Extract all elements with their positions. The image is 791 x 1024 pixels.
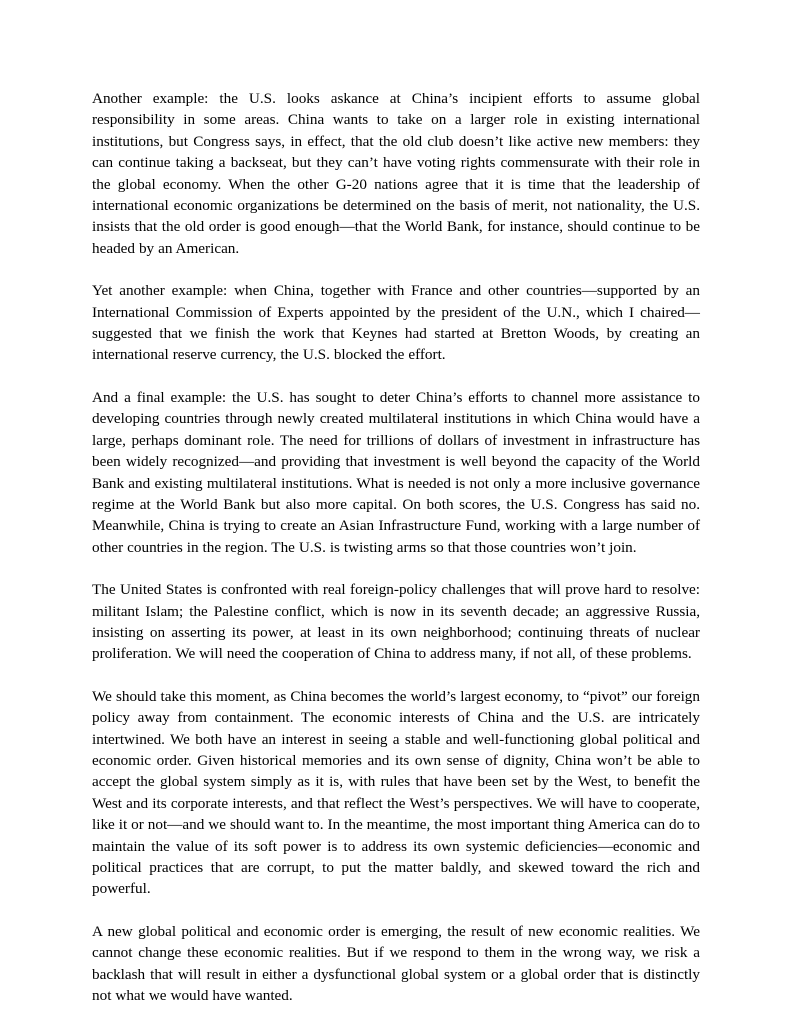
paragraph: Another example: the U.S. looks askance at China’s incipient efforts to assume global responsibility in some areas. China wants to take on a larger role in existing international institutions, but Congress says, in effect, that the old club doesn’t like active new members: they can continue taking a backseat, but they can’t have voting rights commensurate with their role in the global economy. When the other G-20 nations agree that it is time that the leadership of international economic organizations be determined on the basis of merit, not nationality, the U.S. insists that the old order is good enough—that the World Bank, for instance, should continue to be headed by an American.	[92, 90, 700, 257]
paragraph: We should take this moment, as China becomes the world’s largest economy, to “pivot” our foreign policy away from containment. The economic interests of China and the U.S. are intricately intertwined. We both have an interest in seeing a stable and well-functioning global political and economic order. Given historical memories and its own sense of dignity, China won’t be able to accept the global system simply as it is, with rules that have been set by the West, to benefit the West and its corporate interests, and that reflect the West’s perspectives. We will have to cooperate, like it or not—and we should want to. In the meantime, the most important thing America can do to maintain the value of its soft power is to address its own systemic deficiencies—economic and political practices that are corrupt, to put the matter baldly, and skewed toward the rich and powerful.	[92, 687, 700, 898]
paragraph: A new global political and economic order is emerging, the result of new economic realities. We cannot change these economic realities. But if we respond to them in the wrong way, we risk a backlash that will result in either a dysfunctional global system or a global order that is distinctly not what we would have wanted.	[92, 922, 700, 1005]
paragraph: Yet another example: when China, together with France and other countries—supported by an International Commission of Experts appointed by the president of the U.N., which I chaired—suggested that we finish the work that Keynes had started at Bretton Woods, by creating an international reserve currency, the U.S. blocked the effort.	[92, 282, 700, 364]
document-body	[92, 88, 700, 1006]
paragraph: And a final example: the U.S. has sought to deter China’s efforts to channel more assistance to developing countries through newly created multilateral institutions in which China would have a large, perhaps dominant role. The need for trillions of dollars of investment in infrastructure has been widely recognized—and providing that investment is well beyond the capacity of the World Bank and existing multilateral institutions. What is needed is not only a more inclusive governance regime at the World Bank but also more capital. On both scores, the U.S. Congress has said no. Meanwhile, China is trying to create an Asian Infrastructure Fund, working with a large number of other countries in the region. The U.S. is twisting arms so that those countries won’t join.	[92, 388, 700, 556]
paragraph: The United States is confronted with real foreign-policy challenges that will prove hard to resolve: militant Islam; the Palestine conflict, which is now in its seventh decade; an aggressive Russia, insisting on asserting its power, at least in its own neighborhood; continuing threats of nuclear proliferation. We will need the cooperation of China to address many, if not all, of these problems.	[92, 581, 700, 663]
